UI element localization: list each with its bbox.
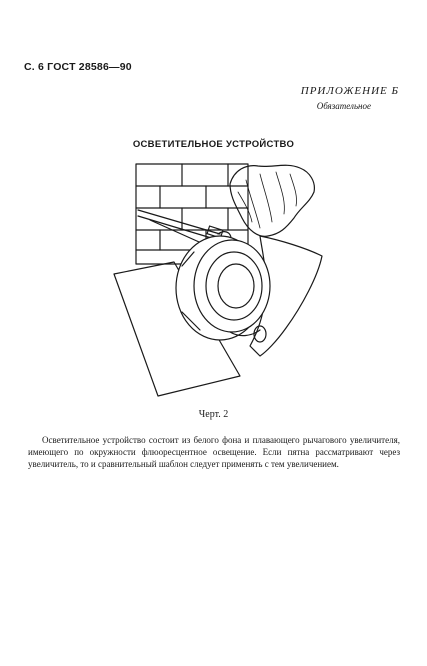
magnifier: [176, 236, 270, 342]
section-title: ОСВЕТИТЕЛЬНОЕ УСТРОЙСТВО: [132, 139, 295, 150]
page-header: С. 6 ГОСТ 28586—90: [24, 61, 132, 73]
appendix-title: ПРИЛОЖЕНИЕ Б: [300, 85, 399, 97]
lighting-device-figure: [110, 156, 332, 404]
body-paragraph: Осветительное устройство состоит из белого фона и плавающего рычагового увеличителя, имеющего по окружности флюоресцентное освещение. Если пятна рассматривают через увеличитель, то и сравнительный шаблон следует применять с тем увеличением.: [28, 435, 400, 469]
figure-caption: Черт. 2: [198, 409, 229, 420]
cloth-folds: [238, 172, 297, 228]
appendix-status: Обязательное: [316, 101, 371, 111]
